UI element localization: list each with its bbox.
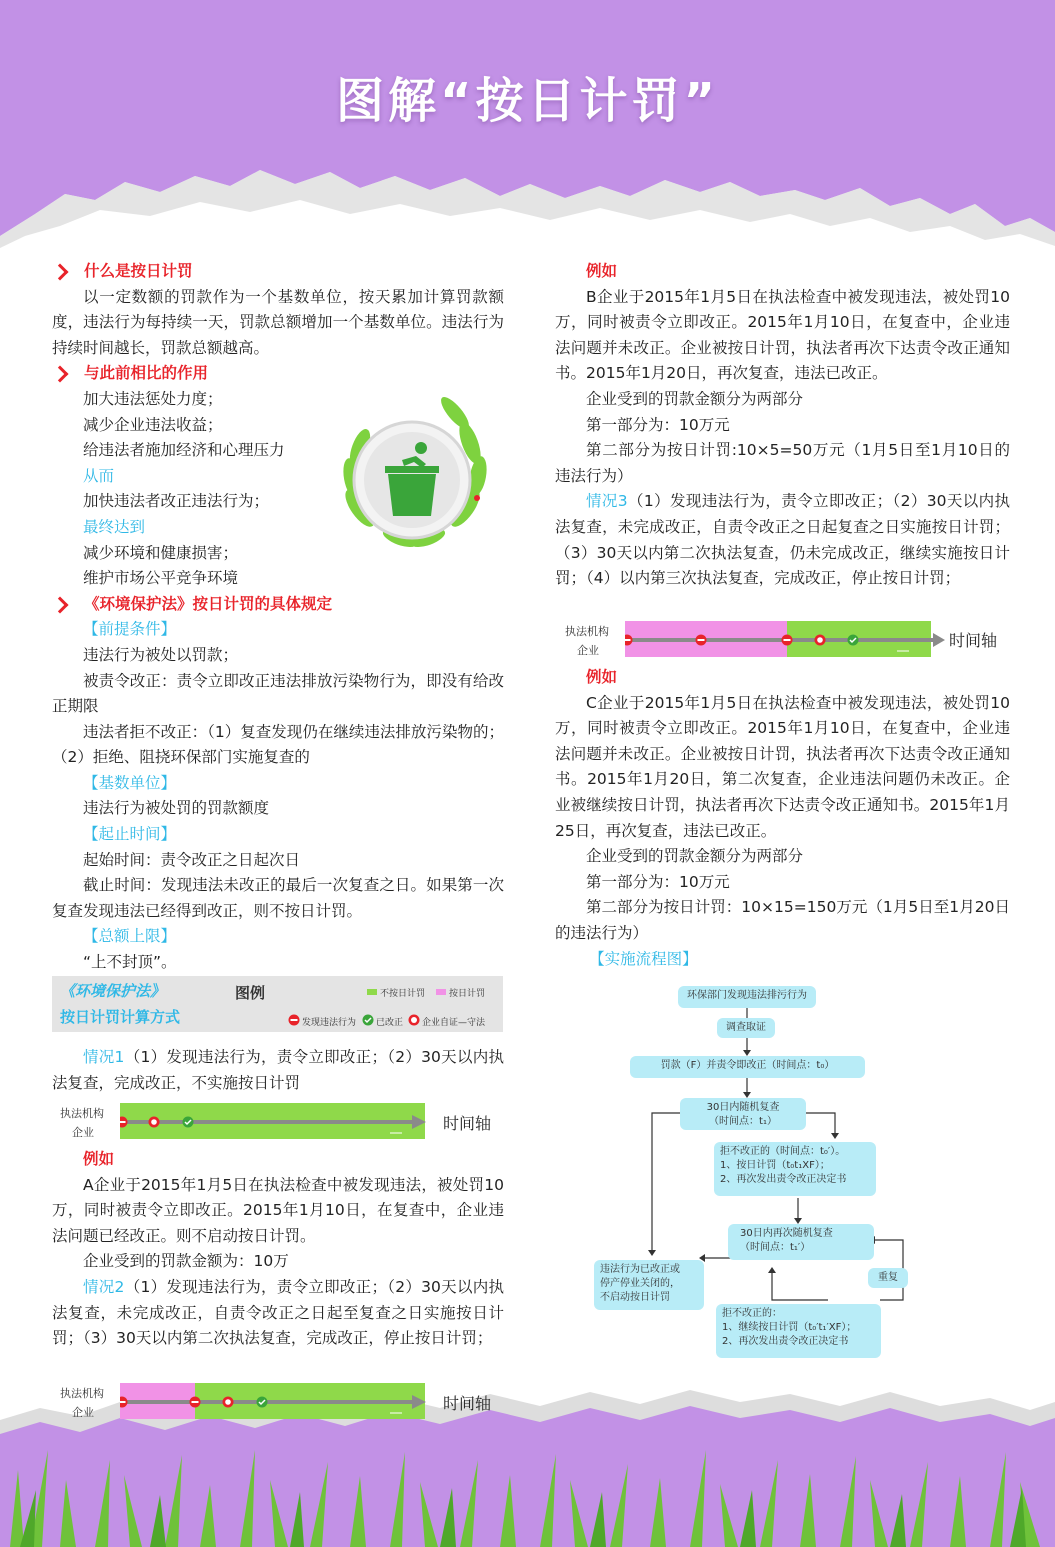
- flow-recheck-line1: 30日内随机复查: [706, 1102, 780, 1113]
- flowchart: [590, 980, 950, 1360]
- flowchart-tag: 【实施流程图】: [589, 949, 698, 968]
- flow-corrected-line3: 不启动按日计罚: [600, 1292, 670, 1303]
- flow-step-repeat: 重复: [868, 1268, 908, 1288]
- connector-text: 最终达到: [83, 517, 146, 536]
- legend-violation-label: 发现违法行为: [302, 1018, 357, 1028]
- fixed-icon: [362, 1014, 374, 1026]
- right-column-top: [555, 259, 1010, 592]
- flow-recheck-line2: （时间点：t₁）: [709, 1116, 777, 1127]
- legend-fine-swatch: [436, 989, 446, 995]
- example1-sum: 企业受到的罚款金额为：10万: [83, 1252, 289, 1271]
- timeline-bar: [120, 1102, 430, 1142]
- cap-text: “上不封顶”。: [83, 953, 177, 972]
- example3-part1: 第一部分为：10万元: [586, 872, 730, 891]
- case3-tag: 情况3: [586, 492, 628, 511]
- flow-step-continue-fine: [716, 1304, 881, 1358]
- flow-step-recheck-again: [728, 1224, 874, 1260]
- time-text: 起始时间：责令改正之日起次日: [83, 850, 301, 869]
- agency-label: 执法机构: [60, 1387, 104, 1400]
- agency-label: 执法机构: [565, 625, 609, 638]
- section-tag: 【起止时间】: [83, 825, 177, 844]
- case1-tag: 情况1: [83, 1048, 125, 1066]
- flow-step-discover: 环保部门发现违法排污行为: [678, 986, 816, 1008]
- legend-method-title: 按日计罚计算方式: [60, 1008, 181, 1026]
- case1-text: （1）发现违法行为，责令立即改正；（2）30天以内执法复查，完成改正，不实施按日计罚: [52, 1048, 504, 1092]
- flow-refuse-line3: 2、再次发出责令改正决定书: [720, 1174, 847, 1185]
- company-label: 企业: [72, 1126, 94, 1139]
- legend-no-fine-swatch: [367, 989, 377, 995]
- flow-step-investigate: 调查取证: [717, 1018, 775, 1038]
- flow-refuse-line2: 1、按日计罚（t₀t₁XF）；: [720, 1160, 830, 1171]
- condition-text: 违法行为被处以罚款；: [83, 645, 239, 664]
- flow-step-refuse: [714, 1142, 876, 1196]
- section-tag: 【总额上限】: [83, 927, 177, 946]
- example2-text: B企业于2015年1月5日在执法检查中被发现违法，被处罚10万，同时被责令立即改正。2015年1月10日，在复查中，企业违法问题并未改正。企业被按日计罚，执法者再次下达责令改正通知书。2015年1月20日，再次复查，违法已改正。: [555, 287, 1010, 383]
- left-column: [52, 259, 504, 976]
- definition-paragraph: 以一定数额的罚款作为一个基数单位，按天累加计算罚款额度，违法行为每持续一天，罚款总额增加一个基数单位。违法行为持续时间越长，罚款总额越高。: [52, 287, 504, 357]
- company-label: 企业: [577, 644, 599, 657]
- flow-continue-line1: 拒不改正的：: [722, 1308, 782, 1319]
- example2-part2: 第二部分为按日计罚:10×5=50万元（1月5日至1月10日的违法行为）: [555, 441, 1010, 485]
- flow-step-recheck: [680, 1098, 806, 1130]
- violation-icon: [288, 1014, 300, 1026]
- timeline-bar: [120, 1382, 430, 1422]
- self-certify-icon: [408, 1014, 420, 1026]
- condition-text: 违法者拒不改正：（1）复查发现仍在继续违法排放污染物的；（2）拒绝、阻挠环保部门实施复查的: [52, 722, 504, 767]
- connector-text: 从而: [83, 466, 115, 485]
- legend-no-fine-label: 不按日计罚: [380, 989, 426, 999]
- effect-item: 减少环境和健康损害；: [83, 543, 239, 562]
- base-unit-text: 违法行为被处罚的罚款额度: [83, 799, 270, 818]
- flow-refuse-line1: 拒不改正的（时间点：t₀′）。: [720, 1146, 846, 1157]
- case3-text: （1）发现违法行为，责令立即改正；（2）30天以内执法复查，未完成改正，自责令改正之日起复查之日实施按日计罚；（3）30天以内第二次执法复查，仍未完成改正，继续实施按日计罚；（4）以内第三次执法复查，完成改正，停止按日计罚；: [555, 492, 1010, 588]
- flow-step-fine: 罚款（F）并责令即改正（时间点：t₀）: [630, 1056, 865, 1078]
- timeline-case3: [555, 620, 1015, 660]
- case2-text: （1）发现违法行为，责令立即改正；（2）30天以内执法复查，未完成改正，自责令改正之日起至复查之日实施按日计罚；（3）30天以内第二次执法复查，完成改正，停止按日计罚；: [52, 1277, 504, 1348]
- flow-recheck-again-line1: 30日内再次随机复查: [740, 1228, 833, 1239]
- axis-label: 时间轴: [443, 1114, 492, 1133]
- effect-item: 加大违法惩处力度；: [83, 389, 223, 408]
- effect-item: 给违法者施加经济和心理压力: [83, 441, 285, 460]
- section-tag: 【前提条件】: [83, 620, 177, 639]
- example1-block: [52, 1147, 504, 1352]
- flow-recheck-again-line2: （时间点：t₁′）: [740, 1242, 811, 1253]
- right-column-bottom: [555, 665, 1010, 972]
- timeline-case2: [52, 1382, 512, 1422]
- example3-text: C企业于2015年1月5日在执法检查中被发现违法，被处罚10万，同时被责令立即改正。2015年1月10日，在复查中，企业违法问题并未改正。企业被按日计罚，执法者再次下达责令改正通知书。2015年1月20日，第二次复查，企业违法问题仍未改正。企业被继续按日计罚，执法者再次下达责令改正通知书。2015年1月25日，再次复查，违法已改正。: [555, 693, 1010, 840]
- case1-block: [52, 1045, 504, 1096]
- recycle-bin-emblem: [330, 388, 495, 553]
- legend-fixed-label: 已改正: [376, 1018, 404, 1028]
- effect-item: 减少企业违法收益；: [83, 415, 223, 434]
- axis-label: 时间轴: [949, 631, 998, 650]
- agency-label: 执法机构: [60, 1107, 104, 1120]
- time-text: 截止时间：发现违法未改正的最后一次复查之日。如果第一次复查发现违法已经得到改正，则不按日计罚。: [52, 876, 504, 920]
- legend-self-label: 企业自证—守法: [422, 1018, 486, 1028]
- heading-effect: 与此前相比的作用: [52, 361, 504, 387]
- company-label: 企业: [72, 1406, 94, 1419]
- axis-label: 时间轴: [443, 1394, 492, 1413]
- condition-text: 被责令改正：责令立即改正违法排放污染物行为，即没有给改正期限: [52, 671, 504, 716]
- example2-summary: 企业受到的罚款金额分为两部分: [586, 389, 804, 408]
- example2-tag: 例如: [586, 262, 618, 280]
- case2-tag: 情况2: [83, 1277, 125, 1296]
- timeline-bar: [625, 620, 945, 660]
- page-title: 图解“按日计罚”: [335, 73, 720, 129]
- timeline-case1: [52, 1102, 512, 1142]
- flow-step-corrected: [594, 1260, 704, 1310]
- section-tag: 【基数单位】: [83, 773, 177, 792]
- flow-corrected-line2: 停产停业关闭的，: [600, 1278, 680, 1289]
- example3-part2: 第二部分为按日计罚：10×15=150万元（1月5日至1月20日的违法行为）: [555, 898, 1010, 942]
- effect-item: 加快违法者改正违法行为；: [83, 492, 270, 511]
- legend-law-title: 《环境保护法》: [60, 982, 166, 1000]
- example1-text: A企业于2015年1月5日在执法检查中被发现违法，被处罚10万，同时被责令立即改正。2015年1月10日，在复查中，企业违法问题已经改正。则不启动按日计罚。: [52, 1175, 504, 1245]
- legend-title: 图例: [235, 984, 266, 1002]
- legend-fine-label: 按日计罚: [449, 989, 486, 999]
- example3-summary: 企业受到的罚款金额分为两部分: [586, 847, 804, 866]
- flow-continue-line3: 2、再次发出责令改正决定书: [722, 1336, 849, 1347]
- example2-part1: 第一部分为：10万元: [586, 415, 730, 434]
- example1-tag: 例如: [83, 1150, 115, 1168]
- heading-regulation: 《环境保护法》按日计罚的具体规定: [52, 592, 504, 618]
- example3-tag: 例如: [586, 668, 618, 686]
- flow-continue-line2: 1、继续按日计罚（t₀′t₁′XF）；: [722, 1322, 857, 1333]
- legend-box: [52, 976, 503, 1032]
- heading-what-is: 什么是按日计罚: [52, 259, 504, 285]
- flow-corrected-line1: 违法行为已改正或: [600, 1264, 680, 1275]
- effect-item: 维护市场公平竞争环境: [83, 569, 239, 588]
